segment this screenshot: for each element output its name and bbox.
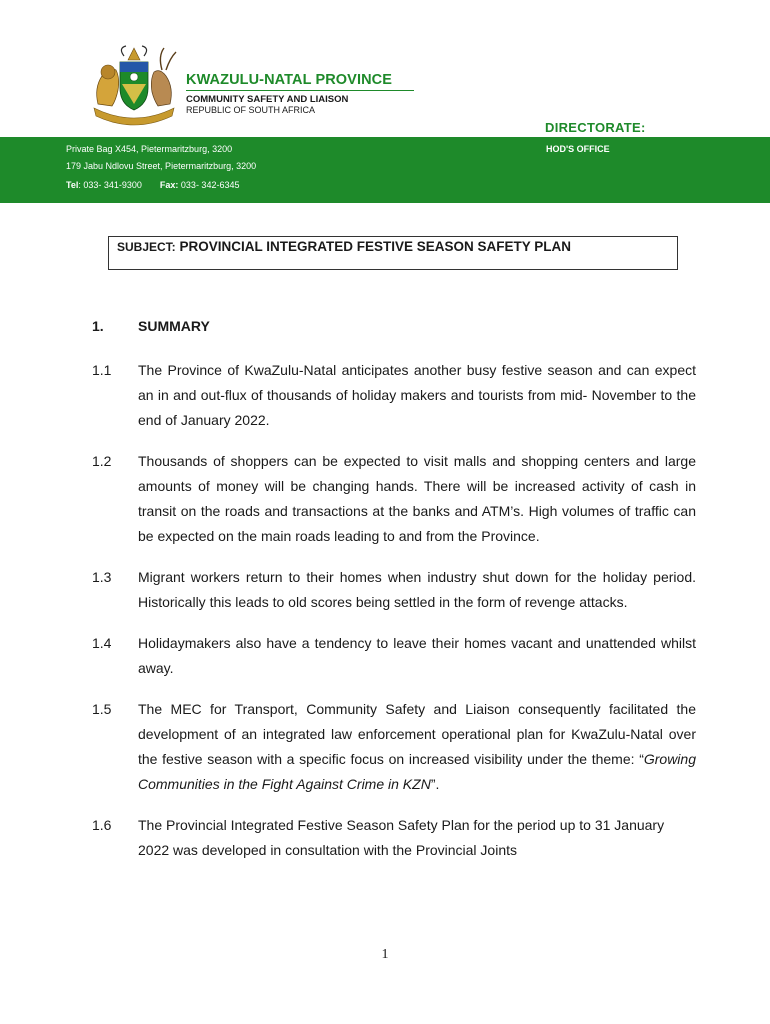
paragraph-number: 1.1 (92, 362, 112, 378)
paragraph-text: Holidaymakers also have a tendency to leave their homes vacant and unattended whilst away. (138, 635, 696, 676)
section-title: SUMMARY (138, 318, 210, 334)
paragraph-text: The Province of KwaZulu-Natal anticipates another busy festive season and can expect an in and out-flux of thousands of holiday makers and tourists from mid- November to the end of January 2022. (138, 362, 696, 428)
coat-of-arms-icon (88, 44, 180, 126)
page-number: 1 (381, 947, 389, 962)
paragraph-1-5 (92, 697, 696, 797)
address-line-2: 179 Jabu Ndlovu Street, Pietermaritzburg, 3200 (66, 161, 257, 171)
paragraph-text: Thousands of shoppers can be expected to visit malls and shopping centers and large amounts of money will be changing hands. There will be increased activity of cash in transit on the roads and transactions at the banks and ATM’s. High volumes of traffic can be expected on the main roads leading to and from the Province. (138, 453, 696, 544)
address-line-1: Private Bag X454, Pietermaritzburg, 3200 (66, 144, 233, 154)
theme-quote: Growing Communities in the Fight Against Crime in KZN (138, 751, 696, 792)
address-band (0, 137, 770, 203)
subject-label: SUBJECT: (117, 240, 176, 254)
paragraph-number: 1.4 (92, 635, 112, 651)
paragraph-number: 1.6 (92, 817, 112, 833)
section-heading (92, 318, 696, 342)
organisation-block (186, 72, 414, 115)
paragraph-text-after: ”. (430, 776, 440, 792)
paragraph-1-1 (92, 358, 696, 433)
contact-line (66, 180, 239, 190)
paragraph-1-6 (92, 813, 696, 863)
directorate-value: HOD'S OFFICE (546, 144, 610, 154)
republic-name: REPUBLIC OF SOUTH AFRICA (186, 105, 316, 115)
directorate-label: DIRECTORATE: (545, 120, 646, 135)
section-number: 1. (92, 318, 104, 334)
paragraph-1-3 (92, 565, 696, 615)
org-name: KWAZULU-NATAL PROVINCE (186, 72, 392, 88)
subject-title: PROVINCIAL INTEGRATED FESTIVE SEASON SAFETY PLAN (179, 239, 571, 254)
paragraph-1-2 (92, 449, 696, 549)
paragraph-text (138, 697, 696, 797)
paragraph-text: The Provincial Integrated Festive Season Safety Plan for the period up to 31 January 2022 was developed in consultation with the Provincial Joints (138, 817, 665, 858)
tel-value: : 033- 341-9300 (78, 180, 142, 190)
paragraph-number: 1.2 (92, 453, 112, 469)
fax-label: Fax: (159, 180, 179, 190)
fax-value: 033- 342-6345 (178, 180, 240, 190)
paragraph-number: 1.3 (92, 569, 112, 585)
paragraph-text-before: The MEC for Transport, Community Safety and Liaison consequently facilitated the development of an integrated law enforcement operational plan for KwaZulu-Natal over the festive season with a specific focus on increased visibility under the theme: “ (138, 701, 696, 767)
department-name: COMMUNITY SAFETY AND LIAISON (186, 94, 349, 105)
paragraph-1-4 (92, 631, 696, 681)
document-body (92, 318, 696, 863)
subject-box (108, 236, 678, 270)
org-divider (186, 90, 414, 91)
paragraph-number: 1.5 (92, 701, 112, 717)
tel-label: Tel (66, 180, 79, 190)
paragraph-text: Migrant workers return to their homes when industry shut down for the holiday period. Historically this leads to old scores being settled in the form of revenge attacks. (138, 569, 696, 610)
